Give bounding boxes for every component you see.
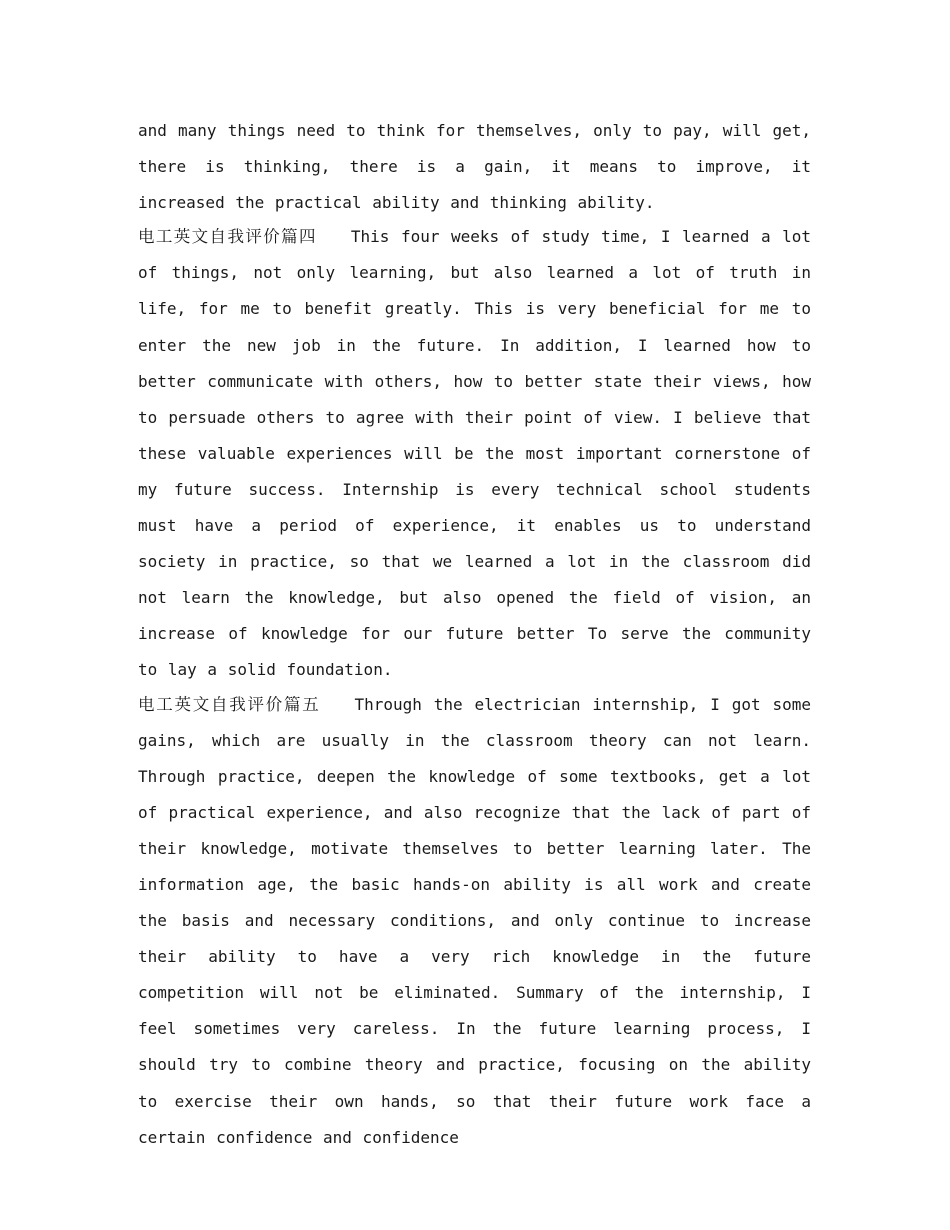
section-heading-five: 电工英文自我评价篇五 <box>138 694 321 714</box>
paragraph-text: and many things need to think for themselves, only to pay, will get, there is thinking, there is a gain, it means to improve, it increased the practical ability and thinking ability. <box>138 121 811 213</box>
paragraph-section-four <box>138 219 811 688</box>
section-heading-four: 电工英文自我评价篇四 <box>138 227 317 247</box>
paragraph-text: This four weeks of study time, I learned a lot of things, not only learning, but also learned a lot of truth in life, for me to benefit greatly. This is very beneficial for me to enter the new job in the future. In addition, I learned how to better communicate with others, how to better state their views, how to persuade others to agree with their point of view. I believe that these valuable experiences will be the most important cornerstone of my future success. Internship is every technical school students must have a period of experience, it enables us to understand society in practice, so that we learned a lot in the classroom did not learn the knowledge, but also opened the field of vision, an increase of knowledge for our future better To serve the community to lay a solid foundation. <box>138 227 812 680</box>
document-body <box>138 113 811 1156</box>
paragraph-continuation <box>138 113 811 221</box>
paragraph-text: Through the electrician internship, I got some gains, which are usually in the classroom theory can not learn. Through practice, deepen the knowledge of some textbooks, get a lot of practical experience, and also recognize that the lack of part of their knowledge, motivate themselves to better learning later. The information age, the basic hands-on ability is all work and create the basis and necessary conditions, and only continue to increase their ability to have a very rich knowledge in the future competition will not be eliminated. Summary of the internship, I feel sometimes very careless. In the future learning process, I should try to combine theory and practice, focusing on the ability to exercise their own hands, so that their future work face a certain confidence and confidence <box>138 694 812 1147</box>
paragraph-section-five <box>138 687 811 1156</box>
